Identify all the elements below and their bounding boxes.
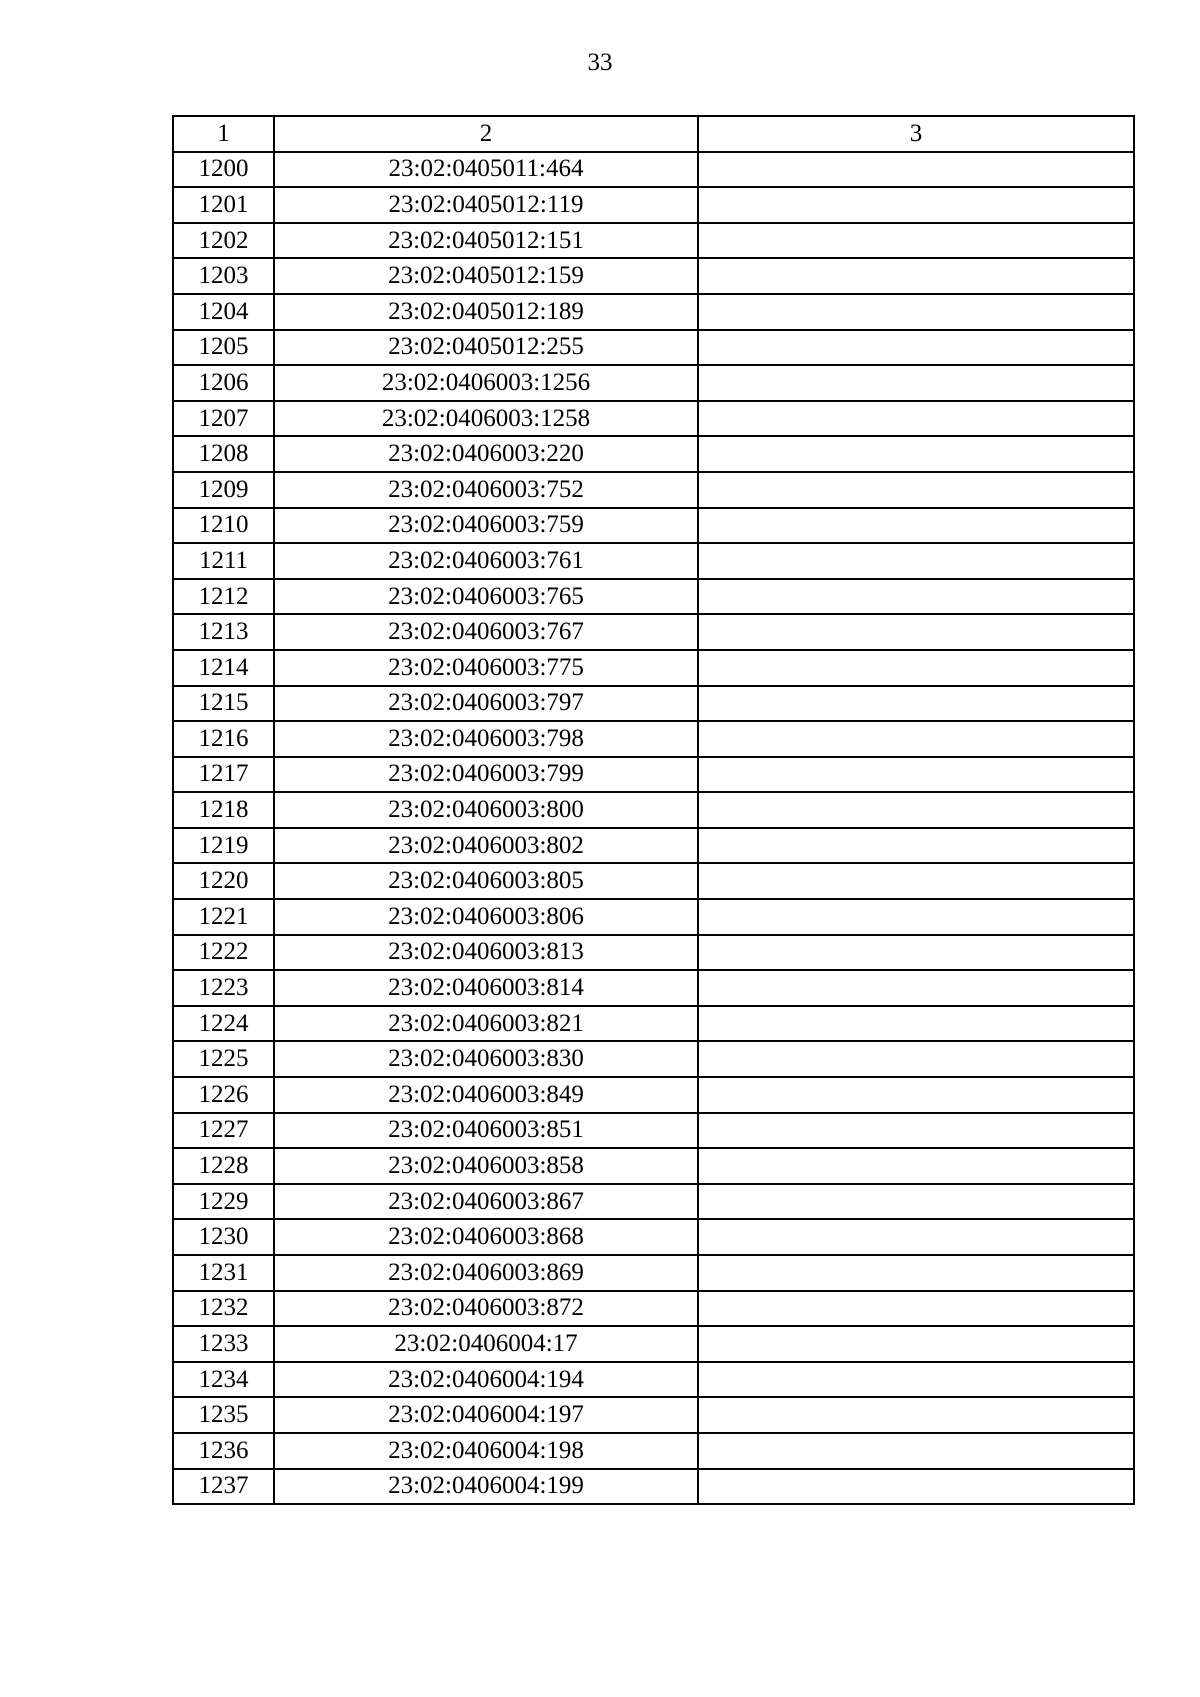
table-row	[173, 614, 1134, 650]
cadastral-number-cell: 23:02:0406003:858	[274, 1148, 698, 1184]
row-number-cell: 1204	[173, 294, 274, 330]
notes-cell	[698, 1291, 1134, 1327]
notes-cell	[698, 1362, 1134, 1398]
row-number-cell: 1217	[173, 757, 274, 793]
row-number-cell: 1201	[173, 187, 274, 223]
notes-cell	[698, 365, 1134, 401]
table-row	[173, 1433, 1134, 1469]
column-header-1: 1	[173, 116, 274, 152]
cadastral-number-cell: 23:02:0406003:1258	[274, 401, 698, 437]
cadastral-number-cell: 23:02:0406003:802	[274, 828, 698, 864]
column-header-3: 3	[698, 116, 1134, 152]
row-number-cell: 1220	[173, 863, 274, 899]
table-row	[173, 828, 1134, 864]
cadastral-number-cell: 23:02:0406003:775	[274, 650, 698, 686]
notes-cell	[698, 1148, 1134, 1184]
table-row	[173, 1113, 1134, 1149]
row-number-cell: 1233	[173, 1326, 274, 1362]
notes-cell	[698, 1255, 1134, 1291]
table-row	[173, 970, 1134, 1006]
table-row	[173, 508, 1134, 544]
row-number-cell: 1215	[173, 686, 274, 722]
table-row	[173, 1362, 1134, 1398]
cadastral-number-cell: 23:02:0405012:159	[274, 258, 698, 294]
notes-cell	[698, 757, 1134, 793]
cadastral-number-cell: 23:02:0406003:765	[274, 579, 698, 615]
notes-cell	[698, 330, 1134, 366]
row-number-cell: 1228	[173, 1148, 274, 1184]
table-row	[173, 472, 1134, 508]
notes-cell	[698, 1326, 1134, 1362]
cadastral-number-cell: 23:02:0406004:198	[274, 1433, 698, 1469]
row-number-cell: 1214	[173, 650, 274, 686]
table-row	[173, 330, 1134, 366]
row-number-cell: 1225	[173, 1041, 274, 1077]
notes-cell	[698, 970, 1134, 1006]
cadastral-number-cell: 23:02:0406003:799	[274, 757, 698, 793]
notes-cell	[698, 721, 1134, 757]
cadastral-number-cell: 23:02:0406004:197	[274, 1397, 698, 1433]
notes-cell	[698, 258, 1134, 294]
notes-cell	[698, 1397, 1134, 1433]
notes-cell	[698, 472, 1134, 508]
row-number-cell: 1232	[173, 1291, 274, 1327]
cadastral-number-cell: 23:02:0405012:255	[274, 330, 698, 366]
table-row	[173, 1148, 1134, 1184]
row-number-cell: 1203	[173, 258, 274, 294]
row-number-cell: 1226	[173, 1077, 274, 1113]
row-number-cell: 1236	[173, 1433, 274, 1469]
table-row	[173, 436, 1134, 472]
table-row	[173, 1291, 1134, 1327]
notes-cell	[698, 863, 1134, 899]
table-header	[173, 116, 1134, 152]
cadastral-number-cell: 23:02:0406004:17	[274, 1326, 698, 1362]
notes-cell	[698, 792, 1134, 828]
notes-cell	[698, 686, 1134, 722]
table-row	[173, 579, 1134, 615]
table-row	[173, 1397, 1134, 1433]
cadastral-number-cell: 23:02:0406003:830	[274, 1041, 698, 1077]
row-number-cell: 1209	[173, 472, 274, 508]
notes-cell	[698, 1433, 1134, 1469]
row-number-cell: 1210	[173, 508, 274, 544]
notes-cell	[698, 294, 1134, 330]
cadastral-number-cell: 23:02:0406003:869	[274, 1255, 698, 1291]
notes-cell	[698, 1006, 1134, 1042]
cadastral-number-cell: 23:02:0406003:813	[274, 935, 698, 971]
notes-cell	[698, 187, 1134, 223]
cadastral-number-cell: 23:02:0406003:868	[274, 1219, 698, 1255]
notes-cell	[698, 1184, 1134, 1220]
notes-cell	[698, 579, 1134, 615]
table-row	[173, 187, 1134, 223]
notes-cell	[698, 899, 1134, 935]
table-row	[173, 1184, 1134, 1220]
row-number-cell: 1216	[173, 721, 274, 757]
table-row	[173, 650, 1134, 686]
cadastral-number-cell: 23:02:0406003:872	[274, 1291, 698, 1327]
cadastral-number-cell: 23:02:0406003:752	[274, 472, 698, 508]
row-number-cell: 1221	[173, 899, 274, 935]
row-number-cell: 1222	[173, 935, 274, 971]
notes-cell	[698, 1469, 1134, 1505]
row-number-cell: 1200	[173, 152, 274, 188]
table-row	[173, 223, 1134, 259]
table-row	[173, 686, 1134, 722]
table-row	[173, 1077, 1134, 1113]
table-row	[173, 1469, 1134, 1505]
cadastral-number-cell: 23:02:0406003:220	[274, 436, 698, 472]
cadastral-number-cell: 23:02:0406003:759	[274, 508, 698, 544]
cadastral-number-table	[172, 115, 1135, 1505]
cadastral-number-cell: 23:02:0406003:849	[274, 1077, 698, 1113]
row-number-cell: 1211	[173, 543, 274, 579]
notes-cell	[698, 614, 1134, 650]
row-number-cell: 1234	[173, 1362, 274, 1398]
row-number-cell: 1231	[173, 1255, 274, 1291]
notes-cell	[698, 223, 1134, 259]
row-number-cell: 1218	[173, 792, 274, 828]
row-number-cell: 1223	[173, 970, 274, 1006]
cadastral-number-cell: 23:02:0405012:151	[274, 223, 698, 259]
page-number: 33	[587, 49, 613, 76]
cadastral-number-cell: 23:02:0406003:867	[274, 1184, 698, 1220]
cadastral-number-cell: 23:02:0406003:821	[274, 1006, 698, 1042]
notes-cell	[698, 508, 1134, 544]
row-number-cell: 1206	[173, 365, 274, 401]
table-body	[173, 152, 1134, 1505]
cadastral-number-cell: 23:02:0406003:814	[274, 970, 698, 1006]
row-number-cell: 1224	[173, 1006, 274, 1042]
row-number-cell: 1205	[173, 330, 274, 366]
table-row	[173, 721, 1134, 757]
table-row	[173, 258, 1134, 294]
row-number-cell: 1227	[173, 1113, 274, 1149]
row-number-cell: 1213	[173, 614, 274, 650]
cadastral-number-cell: 23:02:0405011:464	[274, 152, 698, 188]
notes-cell	[698, 543, 1134, 579]
table-row	[173, 152, 1134, 188]
table-row	[173, 1326, 1134, 1362]
table-row	[173, 401, 1134, 437]
notes-cell	[698, 1219, 1134, 1255]
cadastral-number-cell: 23:02:0406003:1256	[274, 365, 698, 401]
cadastral-number-cell: 23:02:0406004:199	[274, 1469, 698, 1505]
row-number-cell: 1235	[173, 1397, 274, 1433]
header-row	[173, 116, 1134, 152]
cadastral-number-cell: 23:02:0405012:119	[274, 187, 698, 223]
table-row	[173, 543, 1134, 579]
table-row	[173, 1219, 1134, 1255]
row-number-cell: 1230	[173, 1219, 274, 1255]
row-number-cell: 1212	[173, 579, 274, 615]
table-row	[173, 899, 1134, 935]
notes-cell	[698, 1077, 1134, 1113]
table-row	[173, 792, 1134, 828]
row-number-cell: 1202	[173, 223, 274, 259]
cadastral-number-cell: 23:02:0406003:806	[274, 899, 698, 935]
row-number-cell: 1237	[173, 1469, 274, 1505]
table-row	[173, 757, 1134, 793]
row-number-cell: 1207	[173, 401, 274, 437]
row-number-cell: 1229	[173, 1184, 274, 1220]
table-row	[173, 1006, 1134, 1042]
cadastral-number-cell: 23:02:0406003:767	[274, 614, 698, 650]
notes-cell	[698, 401, 1134, 437]
cadastral-number-cell: 23:02:0406003:800	[274, 792, 698, 828]
cadastral-number-cell: 23:02:0406003:761	[274, 543, 698, 579]
table-row	[173, 1041, 1134, 1077]
cadastral-number-cell: 23:02:0406003:851	[274, 1113, 698, 1149]
notes-cell	[698, 152, 1134, 188]
cadastral-number-cell: 23:02:0406004:194	[274, 1362, 698, 1398]
table-row	[173, 1255, 1134, 1291]
cadastral-number-cell: 23:02:0406003:805	[274, 863, 698, 899]
notes-cell	[698, 1041, 1134, 1077]
cadastral-number-cell: 23:02:0405012:189	[274, 294, 698, 330]
table-row	[173, 863, 1134, 899]
row-number-cell: 1219	[173, 828, 274, 864]
cadastral-number-cell: 23:02:0406003:798	[274, 721, 698, 757]
notes-cell	[698, 436, 1134, 472]
table-row	[173, 294, 1134, 330]
cadastral-number-cell: 23:02:0406003:797	[274, 686, 698, 722]
notes-cell	[698, 1113, 1134, 1149]
notes-cell	[698, 828, 1134, 864]
table-row	[173, 935, 1134, 971]
notes-cell	[698, 650, 1134, 686]
table-row	[173, 365, 1134, 401]
notes-cell	[698, 935, 1134, 971]
row-number-cell: 1208	[173, 436, 274, 472]
column-header-2: 2	[274, 116, 698, 152]
